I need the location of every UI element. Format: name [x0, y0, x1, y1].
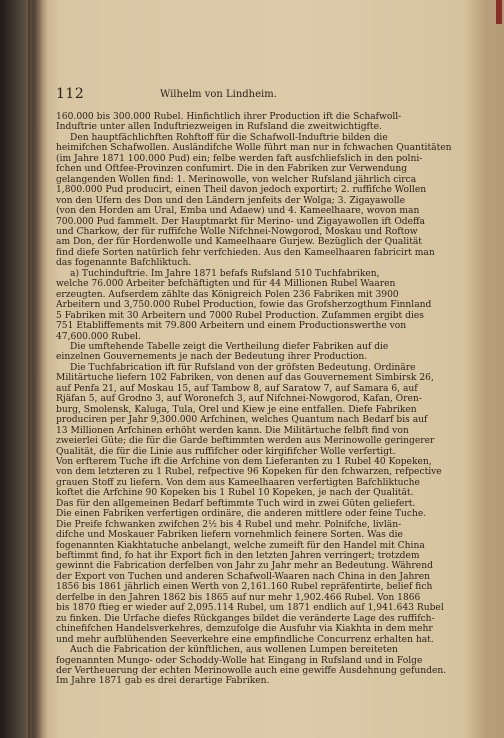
- text-line: Die einen Fabriken verfertigen ordinäre, die anderen mittlere oder feine Tuche.: [56, 509, 427, 520]
- text-line: am Don, der für Hordenwolle und Kameelhaare Gurjew. Bezüglich der Qualität: [56, 237, 422, 248]
- text-line: 13 Millionen Arfchinen erhöht werden kann. Die Militärtuche felbft find von: [56, 425, 409, 436]
- text-line: erzeugten. Aufserdem zählte das Königreich Polen 236 Fabriken mit 3900: [56, 289, 399, 300]
- text-line: derfelbe in den Jahren 1862 bis 1865 auf nur mehr 1,902.466 Rubel. Von 1866: [56, 592, 421, 603]
- text-line: 1856 bis 1861 jährlich einen Werth von 2,161.160 Rubel repräfentirte, belief fich: [56, 582, 433, 593]
- text-line: gelangenden Wollen find: 1. Merinowolle, von welcher Rufsland jährlich circa: [56, 174, 417, 185]
- text-line: a) Tuchinduftrie. Im Jahre 1871 befafs Rufsland 510 Tuchfabriken,: [70, 268, 380, 279]
- text-line: difche und Moskauer Fabriken liefern vornehmlich feinere Sorten. Was die: [56, 530, 403, 541]
- text-line: Den hauptfächlichften Rohftoff für die Schafwoll-Induftrie bilden die: [70, 132, 388, 143]
- text-line: der Vertheuerung der echten Merinowolle auch eine gewiffe Ausdehnung gefunden.: [56, 666, 447, 677]
- text-line: koftet die Arfchine 90 Kopeken bis 1 Rubel 10 Kopeken, je nach der Qualität.: [56, 488, 414, 499]
- text-line: 700.000 Pud fammelt. Der Hauptmarkt für Merino- und Zigayawollen ift Odeffa: [56, 216, 425, 227]
- text-line: Auch die Fabrication der künftlichen, aus wollenen Lumpen bereiteten: [70, 645, 398, 656]
- text-line: Im Jahre 1871 gab es drei derartige Fabriken.: [56, 676, 270, 687]
- text-line: (von den Horden am Ural, Emba und Adaew) und 4. Kameelhaare, wovon man: [56, 206, 420, 217]
- text-line: burg, Smolensk, Kaluga, Tula, Orel und Kiew je eine entfallen. Diefe Fabriken: [56, 404, 417, 415]
- text-line: zweierlei Güte; die für die Garde beftimmten werden aus Merinowolle geringerer: [56, 436, 435, 447]
- text-line: produciren per Jahr 9,300.000 Arfchinen, welches Quantum nach Bedarf bis auf: [56, 415, 428, 426]
- text-line: Militärtuche liefern 102 Fabriken, von denen auf das Gouvernement Simbirsk 26,: [56, 373, 434, 384]
- text-line: und mehr aufblühenden Seeverkehre eine empfindliche Concurrenz erhalten hat.: [56, 634, 434, 645]
- book-page: [56, 86, 476, 726]
- text-line: einzelnen Gouvernements je nach der Bedeutung ihrer Production.: [56, 352, 368, 363]
- page-number: 112: [56, 86, 85, 102]
- text-line: und Charkow, der für ruffifche Wolle Nifchnei-Nowgorod, Moskau und Roftow: [56, 226, 418, 237]
- text-line: Von erfterem Tuche ift die Arfchine von dem Lieferanten zu 1 Rubel 40 Kopeken,: [56, 456, 432, 467]
- text-line: von dem letzteren zu 1 Rubel, refpective 96 Kopeken für den fchwarzen, refpective: [56, 467, 442, 478]
- text-line: zu finken. Die Urfache diefes Rückganges bildet die veränderte Lage des ruffifch-: [56, 613, 435, 624]
- text-line: heimifchen Schafwollen. Ausländifche Wolle führt man nur in fchwachen Quantitäten: [56, 143, 452, 154]
- text-line: Die Tuchfabrication ift für Rufsland von der gröfsten Bedeutung. Ordinäre: [70, 362, 416, 373]
- text-line: 751 Etabliffements mit 79.800 Arbeitern und einem Productionswerthe von: [56, 321, 407, 332]
- text-line: Induftrie unter allen Induftriezweigen in Rufsland die zweitwichtigfte.: [56, 122, 382, 133]
- text-line: find diefe Sorten natürlich fehr verfchieden. Aus den Kameelhaaren fabricirt man: [56, 247, 435, 258]
- text-line: Rjäfan 5, auf Grodno 3, auf Woronefch 3, auf Nifchnei-Nowgorod, Kafan, Oren-: [56, 394, 422, 405]
- text-line: bis 1870 ftieg er wieder auf 2,095.114 Rubel, um 1871 endlich auf 1,941.643 Rubel: [56, 603, 444, 614]
- text-line: das fogenannte Bafchliktuch.: [56, 258, 192, 269]
- page-edges: [488, 0, 504, 738]
- text-line: Qualität, die für die Linie aus ruffifcher oder kirgififcher Wolle verfertigt.: [56, 446, 396, 457]
- text-line: Die umftehende Tabelle zeigt die Vertheilung diefer Fabriken auf die: [70, 341, 389, 352]
- binding-shadow: [28, 0, 48, 738]
- text-line: fogenannten Mungo- oder Schoddy-Wolle hat Eingang in Rufsland und in Folge: [56, 655, 423, 666]
- text-line: Das für den allgemeinen Bedarf beftimmte Tuch wird in zwei Güten geliefert.: [56, 498, 416, 509]
- red-edge-marker: [496, 0, 502, 24]
- text-line: (im Jahre 1871 100.000 Pud) ein; felbe werden faft ausfchliefslich in den polni-: [56, 153, 423, 164]
- text-line: auf Penfa 21, auf Moskau 15, auf Tambow 8, auf Saratow 7, auf Samara 6, auf: [56, 383, 418, 394]
- text-line: beftimmt find, fo hat ihr Export fich in den letzten Jahren verringert; trotzdem: [56, 551, 420, 562]
- text-line: fogenannten Kiakhtatuche anbelangt, welche zumeift für den Handel mit China: [56, 540, 425, 551]
- text-line: chinefifchen Handelsverkehres, demzufolge die Ausfuhr via Kiakhta in dem mehr: [56, 624, 433, 635]
- text-line: fchen und Oftfee-Provinzen confumirt. Die in den Fabriken zur Verwendung: [56, 164, 408, 175]
- text-line: welche 76.000 Arbeiter befchäftigten und für 44 Millionen Rubel Waaren: [56, 279, 396, 290]
- text-line: der Export von Tuchen und anderen Schafwoll-Waaren nach China in den Jahren: [56, 571, 431, 582]
- text-line: 1,800.000 Pud producirt, einen Theil davon jedoch exportirt; 2. ruffifche Wollen: [56, 185, 427, 196]
- text-line: 5 Fabriken mit 30 Arbeitern und 7000 Rubel Production. Zufammen ergibt dies: [56, 310, 424, 321]
- text-line: Die Preife fchwanken zwifchen 2½ bis 4 Rubel und mehr. Polnifche, livlän-: [56, 519, 402, 530]
- body-text: [56, 112, 476, 687]
- text-line: grauen Stoff zu liefern. Von dem aus Kameelhaaren verfertigten Bafchliktuche: [56, 477, 420, 488]
- text-line: 160.000 bis 300.000 Rubel. Hinfichtlich ihrer Production ift die Schafwoll-: [56, 112, 402, 122]
- running-head: Wilhelm von Lindheim.: [160, 89, 277, 100]
- text-line: von den Ufern des Don und den Ländern jenfeits der Wolga; 3. Zigayawolle: [56, 195, 406, 206]
- text-line: Arbeitern und 3,750.000 Rubel Production, fowie das Grofsherzogthum Finnland: [56, 300, 432, 311]
- page-header: [56, 86, 476, 106]
- text-line: 47,600.000 Rubel.: [56, 331, 141, 342]
- text-line: gewinnt die Fabrication derfelben von Jahr zu Jahr mehr an Bedeutung. Während: [56, 561, 433, 572]
